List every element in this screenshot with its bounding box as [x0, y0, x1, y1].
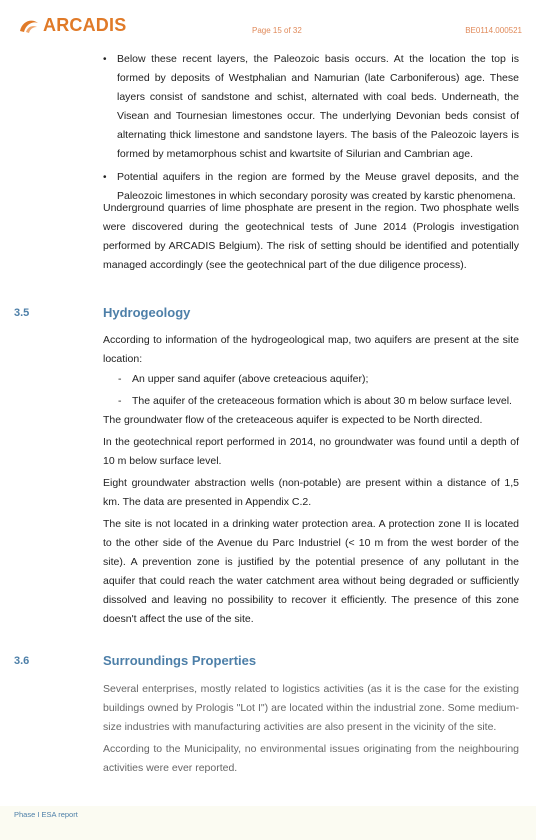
footer-band	[0, 806, 536, 840]
arcadis-logo	[18, 15, 126, 36]
hydro-paragraph-3	[103, 474, 519, 512]
section-title: Hydrogeology	[103, 305, 191, 320]
document-reference: BE0114.000521	[465, 26, 522, 35]
paragraph-text: Underground quarries of lime phosphate are present in the region. Two phosphate wells were discovered during the geotechnical tests of June 2014 (Prologis investigation performed by ARCADIS Belgium). The risk of setting should be identified and potentially managed accordingly (see the geotechnical part of the due diligence process).	[103, 202, 519, 271]
page-number: Page 15 of 32	[252, 26, 302, 35]
geology-bullet-list	[103, 50, 519, 210]
section-number: 3.5	[14, 307, 30, 319]
paragraph-text: According to information of the hydrogeological map, two aquifers are present at the site location:	[103, 334, 519, 365]
hydro-paragraph-2	[103, 433, 519, 471]
hydro-intro	[103, 331, 519, 369]
bullet-item	[103, 50, 519, 164]
hydro-paragraph-1	[103, 411, 519, 430]
list-item-text: An upper sand aquifer (above creteacious aquifer);	[132, 373, 369, 385]
paragraph-text: The site is not located in a drinking water protection area. A protection zone II is located to the other side of the Avenue du Parc Industriel (< 10 m from the west border of the site). A prevention zone is justified by the potential presence of any pollutant in the aquifer that could reach the water catchment area without being degraded or sufficiently dissolved and leaving no possibility to recover it efficiently. The presence of this zone doesn't affect the use of the site.	[103, 518, 519, 625]
list-item-text: The aquifer of the creteaceous formation which is about 30 m below surface level.	[132, 395, 512, 407]
paragraph-text: The groundwater flow of the creteaceous aquifer is expected to be North directed.	[103, 414, 483, 426]
paragraph-text: Several enterprises, mostly related to logistics activities (as it is the case for the existing buildings owned by Prologis "Lot I") are located within the industrial zone. Some medium-size industries with manufacturing activities are also present in the vicinity of the site.	[103, 683, 519, 733]
hydro-paragraph-4	[103, 515, 519, 629]
bullet-icon: •	[103, 172, 107, 183]
aquifer-list	[118, 370, 518, 414]
section-title: Surroundings Properties	[103, 653, 257, 668]
surroundings-paragraph-2	[103, 740, 519, 778]
dash-icon: -	[118, 395, 122, 407]
dash-icon: -	[118, 373, 122, 385]
bullet-icon: •	[103, 54, 107, 65]
paragraph-text: In the geotechnical report performed in 2014, no groundwater was found until a depth of 10 m below surface level.	[103, 436, 519, 467]
page-footer: Phase I ESA report	[14, 810, 78, 819]
paragraph-text: According to the Municipality, no environmental issues originating from the neighbouring activities were ever reported.	[103, 743, 519, 774]
list-item	[118, 370, 518, 389]
geology-paragraph	[103, 199, 519, 275]
bullet-text: Potential aquifers in the region are formed by the Meuse gravel deposits, and the Paleozoic limestones in which secondary porosity was created by karstic phenomena.	[117, 171, 519, 202]
logo-text: ARCADIS	[43, 15, 127, 35]
surroundings-paragraph-1	[103, 680, 519, 737]
list-item	[118, 392, 518, 411]
paragraph-text: Eight groundwater abstraction wells (non-potable) are present within a distance of 1,5 km. The data are presented in Appendix C.2.	[103, 477, 519, 508]
bullet-text: Below these recent layers, the Paleozoic basis occurs. At the location the top is formed by deposits of Westphalian and Namurian (late Carboniferous) age. These layers consist of sandstone and schist, alternated with coal beds. Underneath, the Visean and Tournesian limestones occur. The underlying Devonian beds consist of alternating thick limestone and sandstone layers. The basis of the Paleozoic layers is formed by metamorphous schist and kwartsite of Silurian and Cambrian age.	[117, 53, 519, 160]
page-header	[0, 0, 536, 44]
arcadis-logo-icon	[18, 17, 40, 35]
section-number: 3.6	[14, 655, 30, 667]
